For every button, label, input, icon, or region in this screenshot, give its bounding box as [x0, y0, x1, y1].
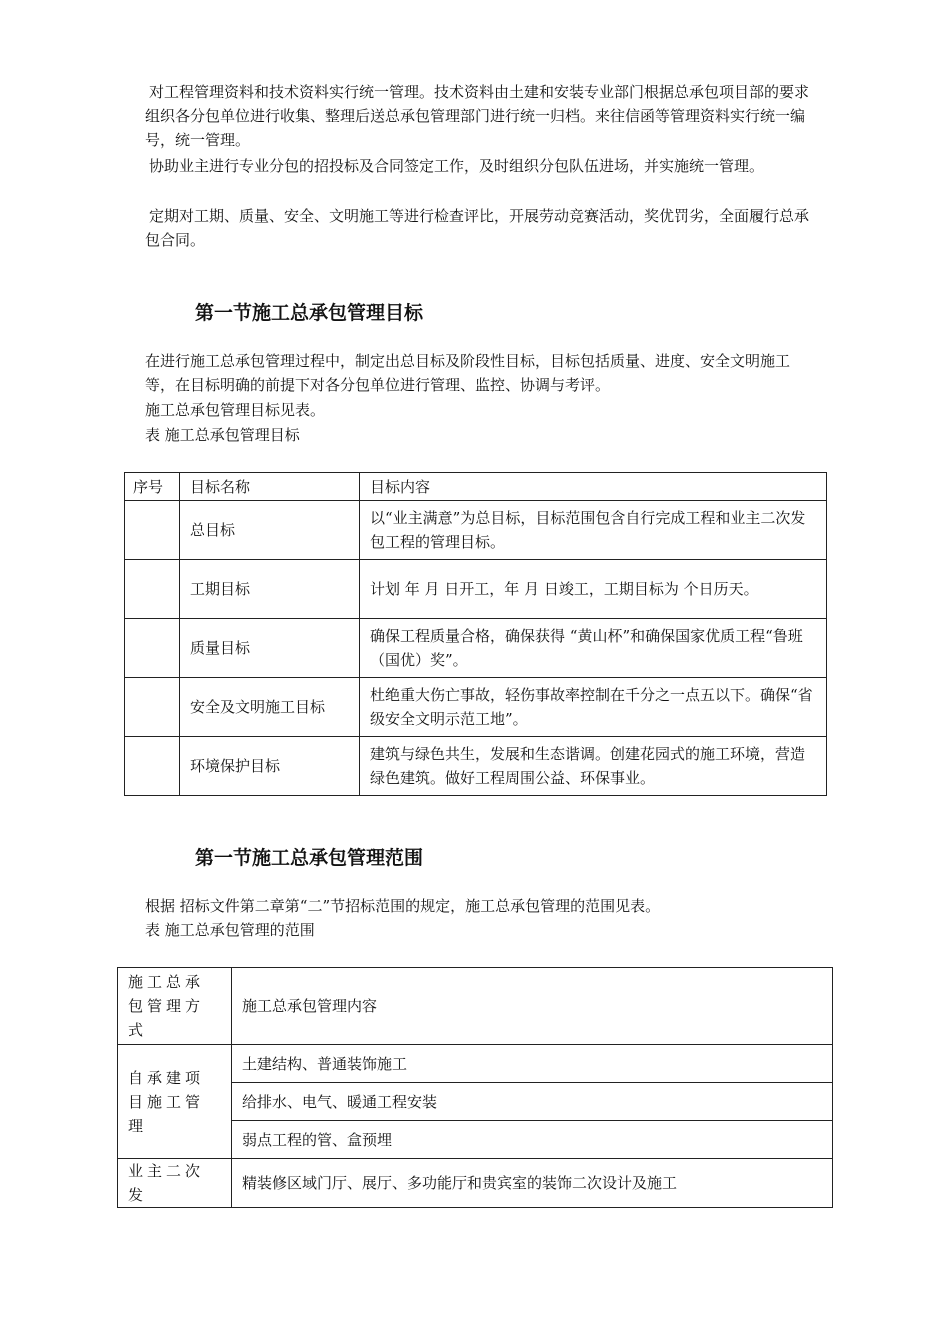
table-row	[118, 1159, 833, 1208]
row-content: 以“业主满意”为总目标，目标范围包含自行完成工程和业主二次发包工程的管理目标。	[360, 501, 827, 560]
scope-item: 土建结构、普通装饰施工	[232, 1045, 833, 1083]
row-no	[125, 501, 180, 560]
intro-paragraph-2: 协助业主进行专业分包的招投标及合同签定工作，及时组织分包队伍进场，并实施统一管理。	[149, 157, 765, 175]
group-label-self-built: 自承建项目施工管理	[118, 1045, 232, 1159]
row-name: 质量目标	[180, 619, 360, 678]
section2-heading: 第一节施工总承包管理范围	[195, 847, 424, 869]
table-header-row	[125, 473, 827, 501]
table-header-row	[118, 968, 833, 1045]
table-row	[118, 1045, 833, 1083]
goals-table	[124, 472, 827, 796]
row-no	[125, 678, 180, 737]
row-name: 安全及文明施工目标	[180, 678, 360, 737]
scope-item: 弱点工程的管、盒预埋	[232, 1121, 833, 1159]
header-name: 目标名称	[180, 473, 360, 501]
header-method: 施工总承包管理方式	[118, 968, 232, 1045]
row-content: 计划 年 月 日开工，年 月 日竣工，工期目标为 个日历天。	[360, 560, 827, 619]
section1-table-caption: 表 施工总承包管理目标	[145, 426, 300, 444]
group-label-owner-secondary: 业主二次发	[118, 1159, 232, 1208]
scope-item: 给排水、电气、暖通工程安装	[232, 1083, 833, 1121]
table-row	[125, 619, 827, 678]
row-no	[125, 560, 180, 619]
section1-paragraph: 在进行施工总承包管理过程中，制定出总目标及阶段性目标，目标包括质量、进度、安全文明施工等，在目标明确的前提下对各分包单位进行管理、监控、协调与考评。	[145, 352, 791, 394]
row-name: 总目标	[180, 501, 360, 560]
intro-paragraph-1: 对工程管理资料和技术资料实行统一管理。技术资料由土建和安装专业部门根据总承包项目部的要求组织各分包单位进行收集、整理后送总承包管理部门进行统一归档。来往信函等管理资料实行统一编号，统一管理。	[145, 83, 810, 149]
row-no	[125, 619, 180, 678]
section1-heading: 第一节施工总承包管理目标	[195, 302, 424, 324]
section2-paragraph: 根据 招标文件第二章第“二”节招标范围的规定，施工总承包管理的范围见表。	[145, 897, 661, 915]
header-content: 施工总承包管理内容	[232, 968, 833, 1045]
scope-table	[117, 967, 833, 1208]
header-no: 序号	[125, 473, 180, 501]
row-no	[125, 737, 180, 796]
row-name: 环境保护目标	[180, 737, 360, 796]
section2-table-caption: 表 施工总承包管理的范围	[145, 921, 315, 939]
section1-table-reference: 施工总承包管理目标见表。	[145, 401, 326, 419]
table-row	[125, 678, 827, 737]
table-row	[125, 737, 827, 796]
row-content: 确保工程质量合格，确保获得 “黄山杯”和确保国家优质工程“鲁班（国优）奖”。	[360, 619, 827, 678]
row-content: 建筑与绿色共生，发展和生态谐调。创建花园式的施工环境，营造绿色建筑。做好工程周围公益、环保事业。	[360, 737, 827, 796]
header-content: 目标内容	[360, 473, 827, 501]
row-name: 工期目标	[180, 560, 360, 619]
scope-item: 精装修区域门厅、展厅、多功能厅和贵宾室的装饰二次设计及施工	[232, 1159, 833, 1208]
intro-paragraph-3: 定期对工期、质量、安全、文明施工等进行检查评比，开展劳动竞赛活动，奖优罚劣，全面履行总承包合同。	[145, 207, 810, 249]
table-row	[125, 501, 827, 560]
table-row	[125, 560, 827, 619]
row-content: 杜绝重大伤亡事故，轻伤事故率控制在千分之一点五以下。确保“省级安全文明示范工地”。	[360, 678, 827, 737]
